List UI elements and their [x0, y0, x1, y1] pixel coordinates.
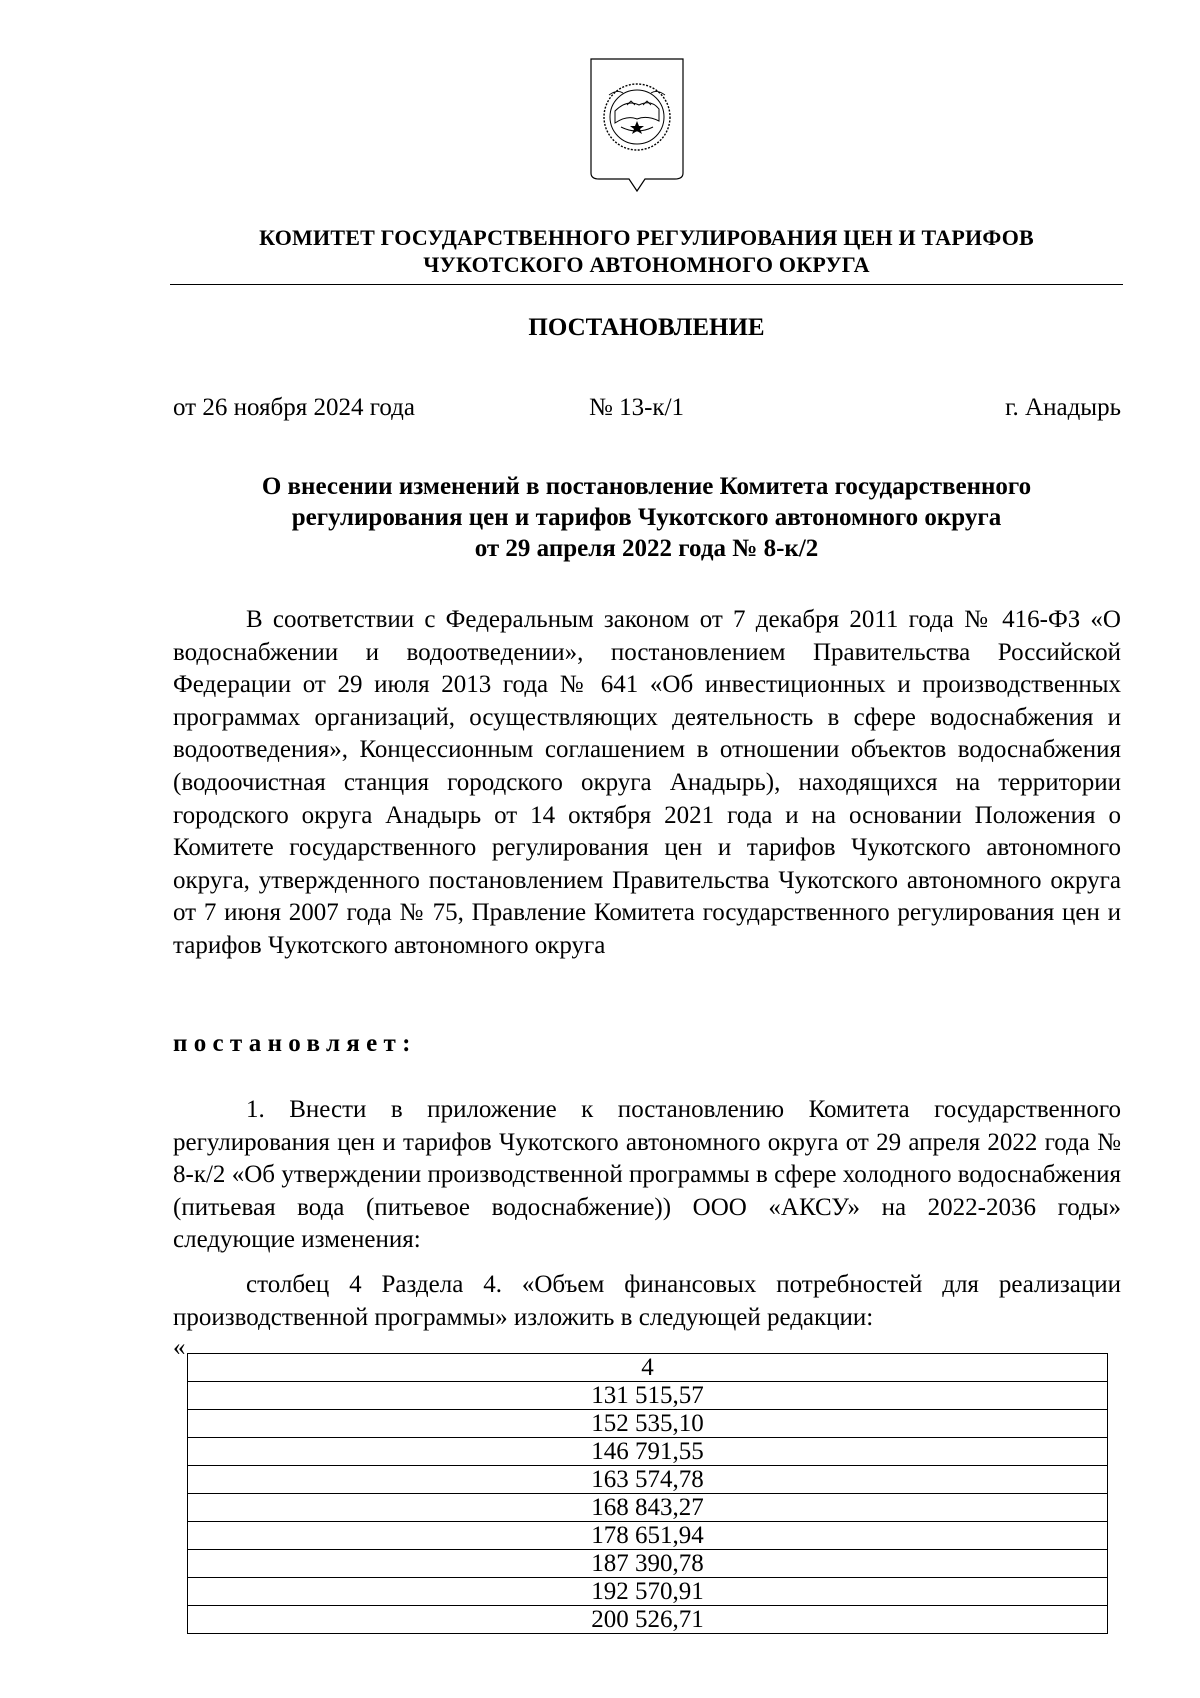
- coat-of-arms-emblem: [587, 55, 687, 205]
- clause-1-text: 1. Внести в приложение к постановлению Комитета государственного регулирования цен и тарифов Чукотского автономного округа от 29 апреля 2022 года № 8-к/2 «Об утверждении производственной программы в сфере холодного водоснабжения (питьевая вода (питьевое водоснабжение)) ООО «АКСУ» на 2022-2036 годы» следующие изменения:: [173, 1096, 1121, 1254]
- subject-line2: регулирования цен и тарифов Чукотского автономного округа: [291, 504, 1002, 531]
- opening-quote: «: [173, 1334, 186, 1361]
- table-cell: 152 535,10: [188, 1410, 1108, 1438]
- organization-title-line1: КОМИТЕТ ГОСУДАРСТВЕННОГО РЕГУЛИРОВАНИЯ ЦЕН И ТАРИФОВ: [259, 225, 1034, 250]
- table-cell: 192 570,91: [188, 1578, 1108, 1606]
- table-row: [188, 1494, 1108, 1522]
- header-divider: [170, 284, 1123, 285]
- document-city: г. Анадырь: [1005, 394, 1121, 421]
- column-replacement-text: столбец 4 Раздела 4. «Объем финансовых потребностей для реализации производственной программы» изложить в следующей редакции:: [173, 1271, 1121, 1331]
- table-row: [188, 1578, 1108, 1606]
- table-row: [188, 1382, 1108, 1410]
- table-cell: 146 791,55: [188, 1438, 1108, 1466]
- preamble-text: В соответствии с Федеральным законом от 7 декабря 2011 года № 416-ФЗ «О водоснабжении и водоотведении», постановлением Правительства Российской Федерации от 29 июля 2013 года № 641 «Об инвестиционных и производственных программах организаций, осуществляющих деятельность в сфере водоснабжения и водоотведения», Концессионным соглашением в отношении объектов водоснабжения (водоочистная станция городского округа Анадырь), находящихся на территории городского округа Анадырь от 14 октября 2021 года и на основании Положения о Комитете государственного регулирования цен и тарифов Чукотского автономного округа, утвержденного постановлением Правительства Чукотского автономного округа от 7 июня 2007 года № 75, Правление Комитета государственного регулирования цен и тарифов Чукотского автономного округа: [173, 606, 1121, 959]
- table-row: [188, 1410, 1108, 1438]
- subject-line3: от 29 апреля 2022 года № 8-к/2: [474, 535, 819, 562]
- document-type: ПОСТАНОВЛЕНИЕ: [528, 314, 765, 341]
- table-row: [188, 1466, 1108, 1494]
- document-number: № 13-к/1: [589, 394, 685, 421]
- table-header-row: [188, 1354, 1108, 1382]
- decree-word: постановляет:: [173, 1030, 417, 1057]
- table-cell: 178 651,94: [188, 1522, 1108, 1550]
- table-row: [188, 1522, 1108, 1550]
- column-replacement-paragraph: [173, 1269, 1121, 1334]
- table-row: [188, 1438, 1108, 1466]
- financial-needs-table: [187, 1353, 1108, 1634]
- subject-line1: О внесении изменений в постановление Комитета государственного: [261, 473, 1032, 500]
- table-header-cell: 4: [188, 1354, 1108, 1382]
- clause-1-paragraph: [173, 1094, 1121, 1257]
- table-cell: 187 390,78: [188, 1550, 1108, 1578]
- table-cell: 131 515,57: [188, 1382, 1108, 1410]
- organization-title: [170, 224, 1123, 278]
- document-date: от 26 ноября 2024 года: [173, 394, 415, 421]
- document-subject: [170, 471, 1123, 564]
- table-cell: 200 526,71: [188, 1606, 1108, 1634]
- table-row: [188, 1606, 1108, 1634]
- preamble-paragraph: [173, 604, 1121, 963]
- table-cell: 168 843,27: [188, 1494, 1108, 1522]
- table-row: [188, 1550, 1108, 1578]
- table-cell: 163 574,78: [188, 1466, 1108, 1494]
- organization-title-line2: ЧУКОТСКОГО АВТОНОМНОГО ОКРУГА: [423, 252, 870, 277]
